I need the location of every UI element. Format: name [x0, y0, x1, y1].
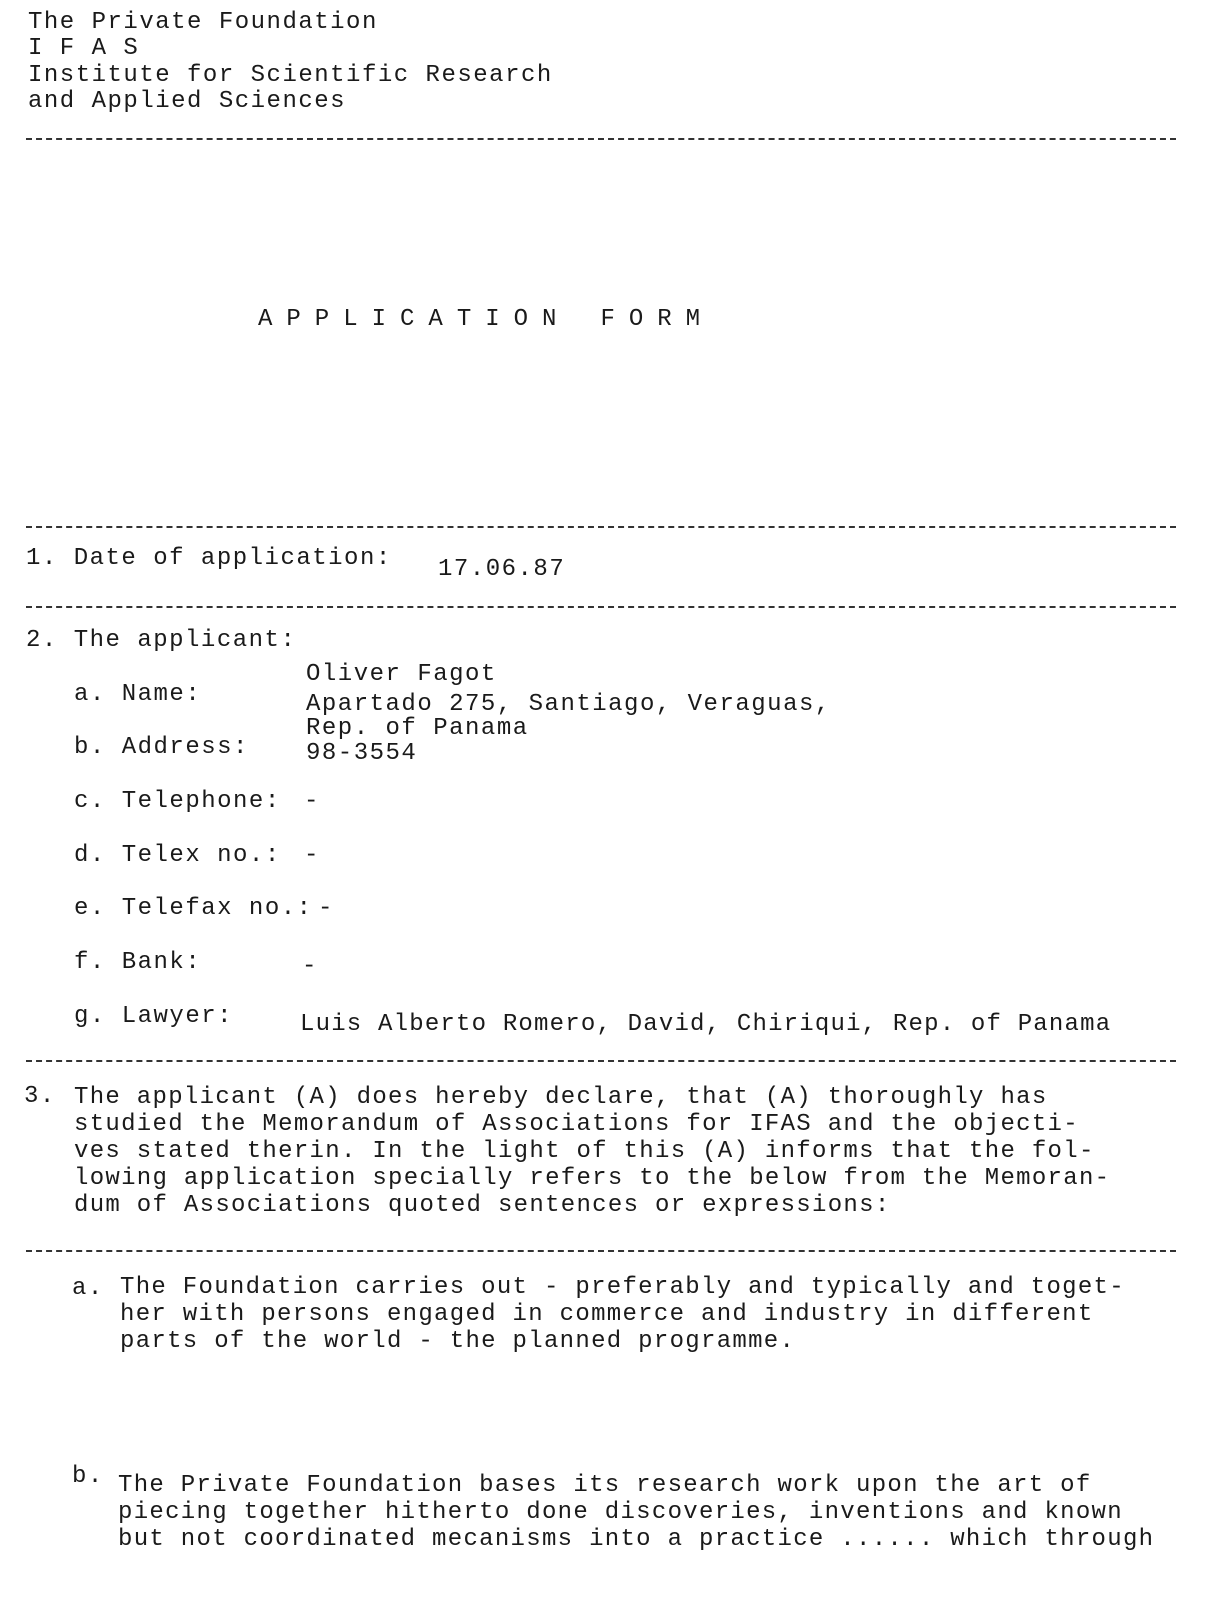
header-line-3: Institute for Scientific Research [28, 62, 553, 89]
lawyer-label: g. Lawyer: [74, 1003, 234, 1030]
address-line-1: Apartado 275, Santiago, Veraguas, [306, 691, 831, 718]
item-a-text [120, 1274, 1125, 1355]
header-line-2: I F A S [28, 35, 140, 62]
telefax-label: e. Telefax no.: [74, 895, 313, 922]
telefax-value: - [318, 895, 334, 922]
telex-label: d. Telex no.: [74, 842, 281, 869]
form-title [258, 306, 714, 333]
section-3-text [74, 1084, 1110, 1219]
section-3-line-1: The applicant (A) does hereby declare, that (A) thoroughly has [74, 1084, 1048, 1111]
section-3-line-3: ves stated therin. In the light of this (A) informs that the fol- [74, 1138, 1095, 1165]
applicant-heading: 2. The applicant: [26, 627, 297, 654]
lawyer-value: Luis Alberto Romero, David, Chiriqui, Rep. of Panama [300, 1011, 1112, 1038]
divider-before-item-a [26, 1250, 1176, 1252]
date-of-application-label: 1. Date of application: [26, 545, 392, 572]
item-a-label: a. [72, 1275, 104, 1302]
telex-value: - [304, 842, 320, 869]
title-word-1: APPLICATION [258, 306, 571, 333]
telephone-value: - [304, 788, 320, 815]
name-value: Oliver Fagot [306, 661, 497, 688]
item-b-line-2: piecing together hitherto done discoveries, inventions and known [118, 1499, 1123, 1526]
title-word-2: FORM [600, 306, 715, 333]
item-b-label: b. [72, 1463, 104, 1490]
address-label: b. Address: [74, 734, 249, 761]
divider-before-section-1 [26, 526, 1176, 528]
bank-label: f. Bank: [74, 949, 202, 976]
item-a-line-1: The Foundation carries out - preferably and typically and toget- [120, 1274, 1125, 1301]
section-3-line-4: lowing application specially refers to the below from the Memoran- [74, 1165, 1111, 1192]
item-a-line-3: parts of the world - the planned programme. [120, 1328, 796, 1355]
header-line-4: and Applied Sciences [28, 88, 347, 115]
address-line-3: 98-3554 [306, 740, 418, 767]
divider-before-section-3 [26, 1060, 1176, 1062]
bank-value: - [302, 953, 318, 980]
address-line-2: Rep. of Panama [306, 715, 529, 742]
header-line-1: The Private Foundation [28, 9, 378, 36]
name-label: a. Name: [74, 681, 202, 708]
section-3-line-5: dum of Associations quoted sentences or expressions: [74, 1192, 891, 1219]
divider-before-section-2 [26, 606, 1176, 608]
divider-top [26, 138, 1176, 140]
item-b-line-1: The Private Foundation bases its research work upon the art of [118, 1472, 1092, 1499]
section-3-number: 3. [24, 1083, 56, 1110]
section-3-line-2: studied the Memorandum of Associations for IFAS and the objecti- [74, 1111, 1079, 1138]
date-of-application-value: 17.06.87 [438, 556, 566, 583]
item-b-line-3: but not coordinated mecanisms into a practice ...... which through [118, 1526, 1155, 1553]
item-b-text [118, 1472, 1154, 1553]
telephone-label: c. Telephone: [74, 788, 281, 815]
item-a-line-2: her with persons engaged in commerce and industry in different [120, 1301, 1094, 1328]
